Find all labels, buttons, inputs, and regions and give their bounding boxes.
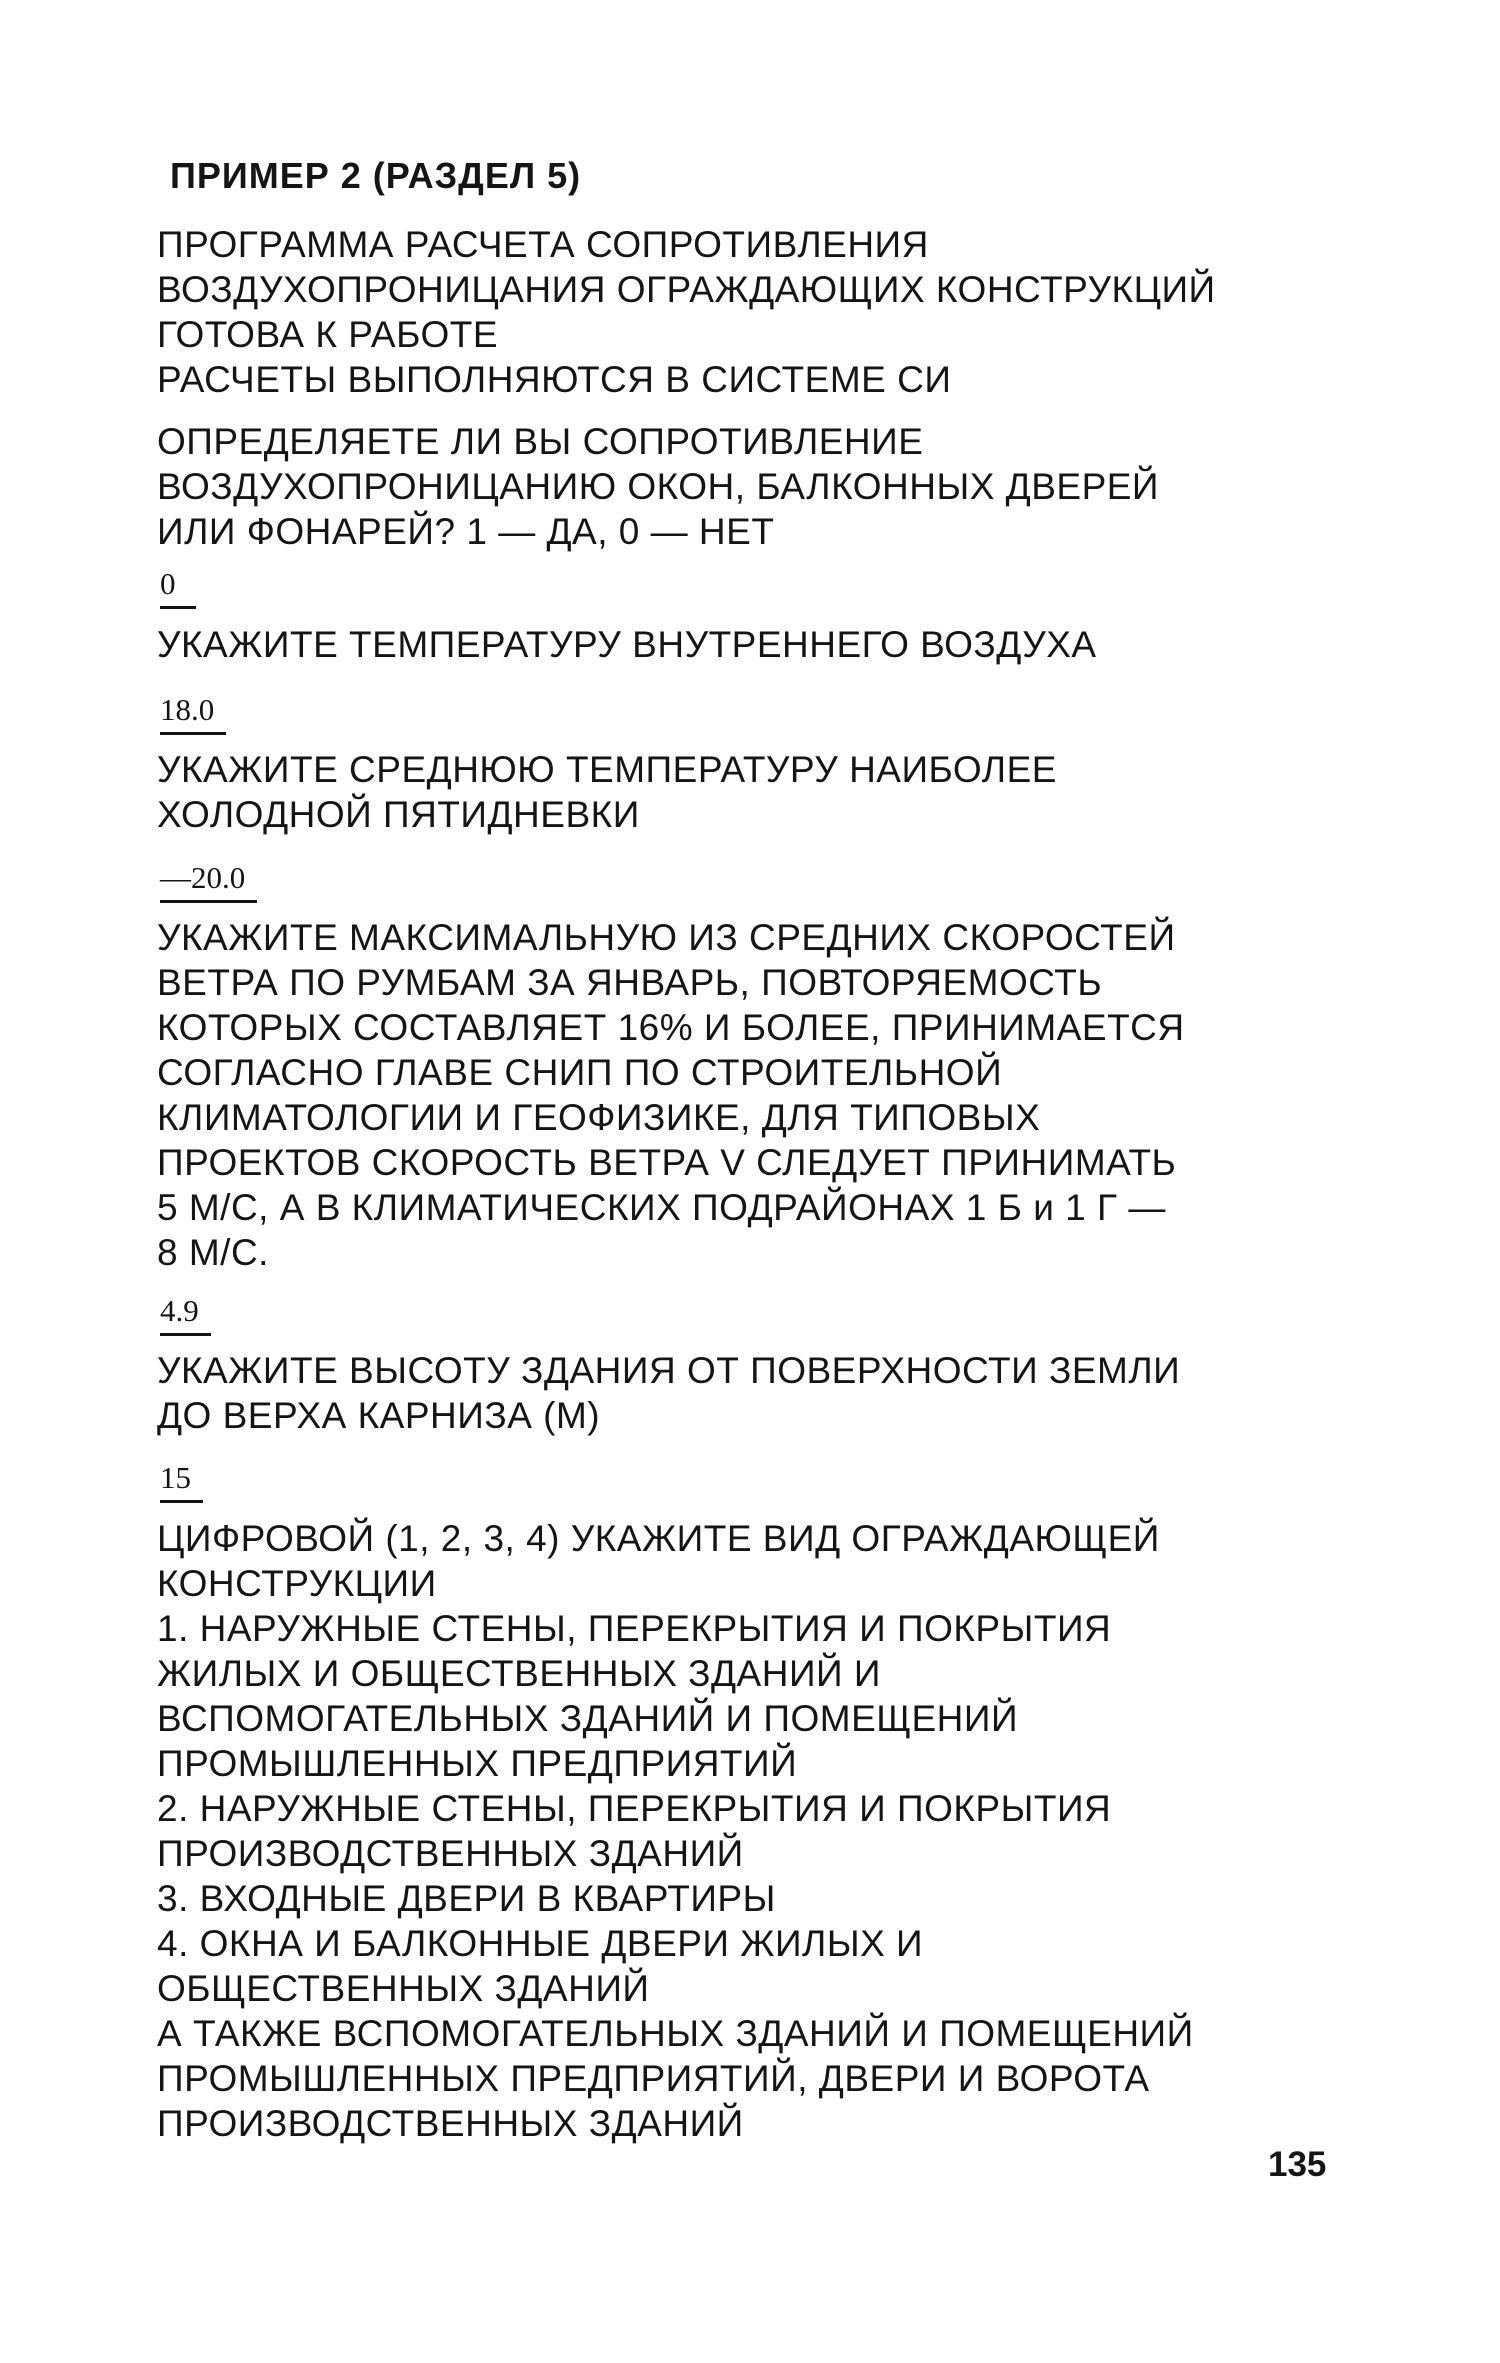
answer-wind-speed [160,1293,211,1336]
answer-inner-temperature [160,692,226,735]
answer-value: —20.0 [160,860,257,903]
page-number: 135 [1268,2145,1327,2184]
prompt-line: ЦИФРОВОЙ (1, 2, 3, 4) УКАЖИТЕ ВИД ОГРАЖДАЮЩЕЙ [157,1518,1160,1559]
intro-line: РАСЧЕТЫ ВЫПОЛНЯЮТСЯ В СИСТЕМЕ СИ [157,359,952,400]
prompt-line: УКАЖИТЕ МАКСИМАЛЬНУЮ ИЗ СРЕДНИХ СКОРОСТЕЙ [157,917,1176,958]
option-line: А ТАКЖЕ ВСПОМОГАТЕЛЬНЫХ ЗДАНИЙ И ПОМЕЩЕНИЙ [157,2013,1194,2054]
prompt-line: УКАЖИТЕ ВЫСОТУ ЗДАНИЯ ОТ ПОВЕРХНОСТИ ЗЕМЛИ [157,1350,1181,1391]
prompt-windows-question [157,419,1337,554]
answer-value: 15 [160,1460,203,1503]
option-line: 1. НАРУЖНЫЕ СТЕНЫ, ПЕРЕКРЫТИЯ И ПОКРЫТИЯ [157,1608,1112,1649]
prompt-line: СОГЛАСНО ГЛАВЕ СНИП ПО СТРОИТЕЛЬНОЙ [157,1052,1003,1093]
answer-building-height [160,1460,203,1503]
intro-line: ПРОГРАММА РАСЧЕТА СОПРОТИВЛЕНИЯ [157,224,929,265]
answer-windows [160,566,196,609]
prompt-line: ПРОЕКТОВ СКОРОСТЬ ВЕТРА V СЛЕДУЕТ ПРИНИМАТЬ [157,1142,1177,1183]
prompt-line: УКАЖИТЕ СРЕДНЮЮ ТЕМПЕРАТУРУ НАИБОЛЕЕ [157,749,1057,790]
prompt-line: 5 М/С, А В КЛИМАТИЧЕСКИХ ПОДРАЙОНАХ 1 Б и 1 Г — [157,1187,1166,1228]
prompt-line: КЛИМАТОЛОГИИ И ГЕОФИЗИКЕ, ДЛЯ ТИПОВЫХ [157,1097,1041,1138]
prompt-wind-speed [157,915,1337,1275]
prompt-line: КОТОРЫХ СОСТАВЛЯЕТ 16% И БОЛЕЕ, ПРИНИМАЕТСЯ [157,1007,1185,1048]
example-heading: ПРИМЕР 2 (РАЗДЕЛ 5) [170,155,582,196]
prompt-line: ВОЗДУХОПРОНИЦАНИЮ ОКОН, БАЛКОННЫХ ДВЕРЕЙ [157,466,1160,507]
intro-line: ГОТОВА К РАБОТЕ [157,314,499,355]
prompt-construction-type [157,1516,1337,2146]
prompt-line: ВЕТРА ПО РУМБАМ ЗА ЯНВАРЬ, ПОВТОРЯЕМОСТЬ [157,962,1103,1003]
answer-value: 0 [160,566,196,609]
prompt-line: КОНСТРУКЦИИ [157,1563,437,1604]
answer-cold-period-temperature [160,860,257,903]
prompt-building-height [157,1348,1337,1438]
prompt-line: ДО ВЕРХА КАРНИЗА (М) [157,1395,601,1436]
prompt-line: ХОЛОДНОЙ ПЯТИДНЕВКИ [157,794,640,835]
prompt-line: 8 М/С. [157,1232,269,1273]
prompt-line: УКАЖИТЕ ТЕМПЕРАТУРУ ВНУТРЕННЕГО ВОЗДУХА [157,624,1097,665]
answer-value: 4.9 [160,1293,211,1336]
option-line: 3. ВХОДНЫЕ ДВЕРИ В КВАРТИРЫ [157,1878,776,1919]
option-line: ПРОМЫШЛЕННЫХ ПРЕДПРИЯТИЙ [157,1743,798,1784]
option-line: ОБЩЕСТВЕННЫХ ЗДАНИЙ [157,1968,650,2009]
option-line: ПРОИЗВОДСТВЕННЫХ ЗДАНИЙ [157,1833,744,1874]
program-intro [157,222,1337,402]
option-line: ПРОМЫШЛЕННЫХ ПРЕДПРИЯТИЙ, ДВЕРИ И ВОРОТА [157,2058,1150,2099]
prompt-cold-period-temperature [157,747,1337,837]
prompt-inner-temperature [157,622,1337,667]
answer-value: 18.0 [160,692,226,735]
prompt-line: ОПРЕДЕЛЯЕТЕ ЛИ ВЫ СОПРОТИВЛЕНИЕ [157,421,924,462]
prompt-line: ИЛИ ФОНАРЕЙ? 1 — ДА, 0 — НЕТ [157,511,775,552]
option-line: ЖИЛЫХ И ОБЩЕСТВЕННЫХ ЗДАНИЙ И [157,1653,882,1694]
option-line: 4. ОКНА И БАЛКОННЫЕ ДВЕРИ ЖИЛЫХ И [157,1923,924,1964]
option-line: ВСПОМОГАТЕЛЬНЫХ ЗДАНИЙ И ПОМЕЩЕНИЙ [157,1698,1019,1739]
option-line: 2. НАРУЖНЫЕ СТЕНЫ, ПЕРЕКРЫТИЯ И ПОКРЫТИЯ [157,1788,1112,1829]
intro-line: ВОЗДУХОПРОНИЦАНИЯ ОГРАЖДАЮЩИХ КОНСТРУКЦИЙ [157,269,1216,310]
option-line: ПРОИЗВОДСТВЕННЫХ ЗДАНИЙ [157,2103,744,2144]
